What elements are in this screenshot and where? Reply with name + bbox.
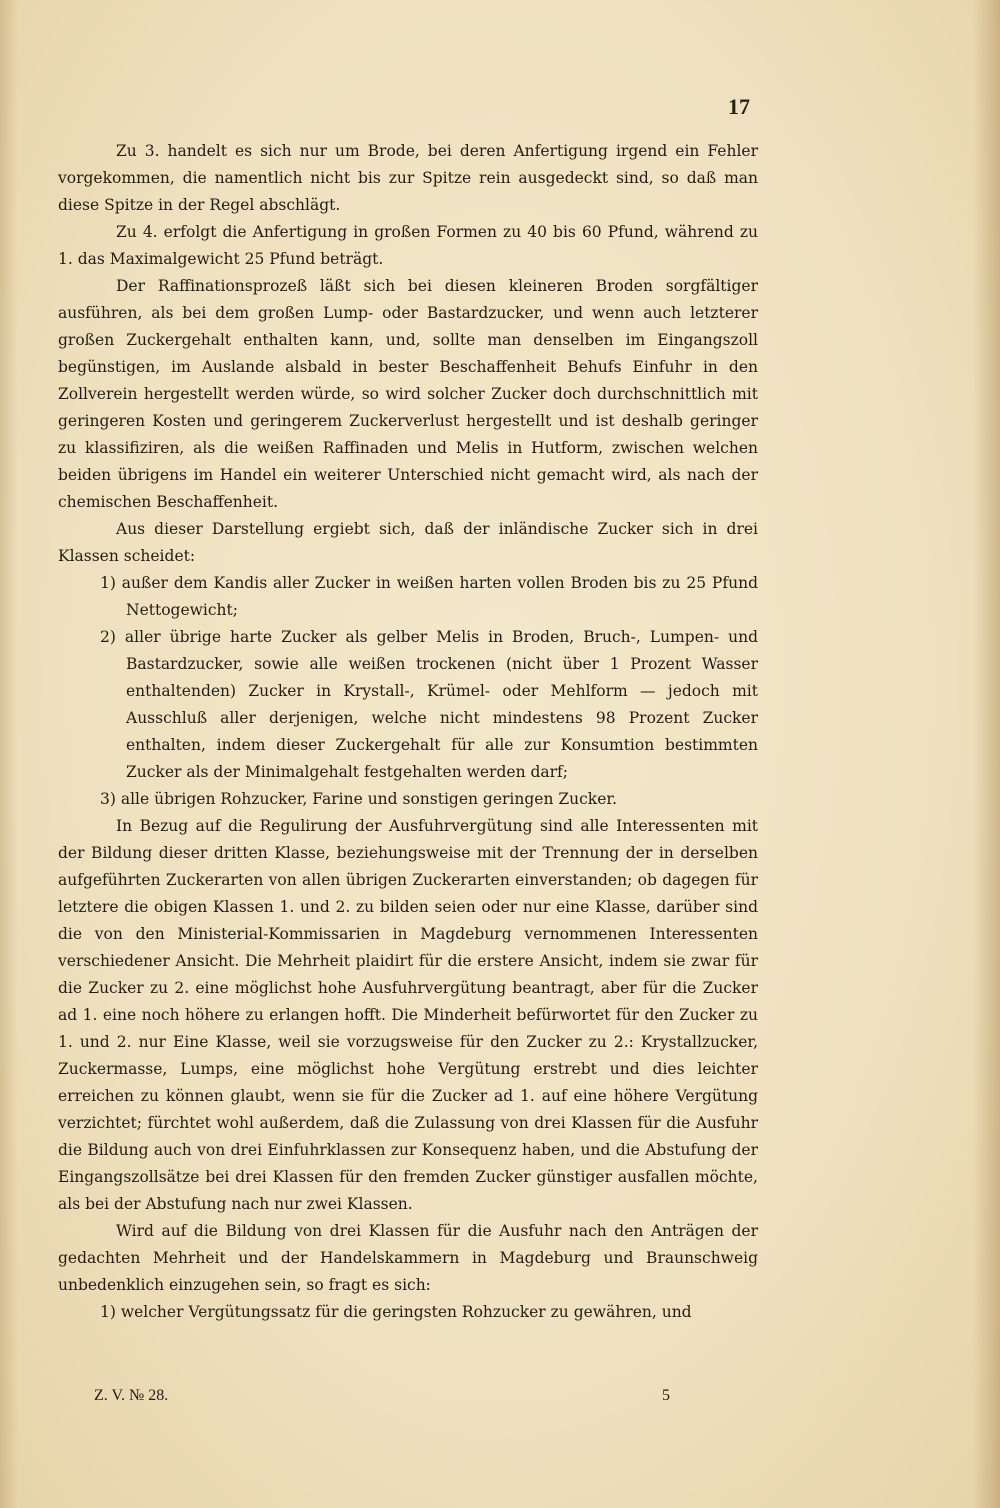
paragraph: Aus dieser Darstellung ergiebt sich, daß der inländische Zucker sich in drei Klassen scheidet:: [58, 520, 758, 565]
page-edge-left: [0, 0, 18, 1508]
paragraph: Zu 3. handelt es sich nur um Brode, bei deren Anfertigung irgend ein Fehler vorgekommen, die namentlich nicht bis zur Spitze rein ausgedeckt sind, so daß man diese Spitze in der Regel abschlägt.: [58, 142, 758, 214]
paragraph: Wird auf die Bildung von drei Klassen für die Ausfuhr nach den Anträgen der gedachten Mehrheit und der Handelskammern in Magdeburg und Braunschweig unbedenklich einzugehen sein, so fragt es sich:: [58, 1222, 758, 1294]
list-item: 2) aller übrige harte Zucker als gelber Melis in Broden, Bruch-, Lumpen- und Bastardzucker, sowie alle weißen trockenen (nicht über 1 Prozent Wasser enthaltenden) Zucker in Krystall-, Krümel- oder Mehlform — jedoch mit Ausschluß aller derjenigen, welche nicht mindestens 98 Prozent Zucker enthalten, indem dieser Zuckergehalt für alle zur Konsumtion bestimmten Zucker als der Minimalgehalt festgehalten werden darf;: [100, 628, 758, 781]
list-item: 3) alle übrigen Rohzucker, Farine und sonstigen geringen Zucker.: [100, 790, 618, 808]
sheet-number: 5: [662, 1387, 670, 1404]
signature-mark: Z. V. № 28.: [94, 1387, 169, 1404]
list-item: 1) welcher Vergütungssatz für die geringsten Rohzucker zu gewähren, und: [100, 1303, 692, 1321]
page-edge-right: [972, 0, 1000, 1508]
body-text: [58, 138, 758, 1326]
paragraph: In Bezug auf die Regulirung der Ausfuhrvergütung sind alle Interessenten mit der Bildung dieser dritten Klasse, beziehungsweise mit der Trennung der in derselben aufgeführten Zuckerarten von allen übrigen Zuckerarten einverstanden; ob dagegen für letztere die obigen Klassen 1. und 2. zu bilden seien oder nur eine Klasse, darüber sind die von den Ministerial-Kommissarien in Magdeburg vernommenen Interessenten verschiedener Ansicht. Die Mehrheit plaidirt für die erstere Ansicht, indem sie zwar für die Zucker zu 2. eine möglichst hohe Ausfuhrvergütung beantragt, aber für die Zucker ad 1. eine noch höhere zu erlangen hofft. Die Minderheit befürwortet für den Zucker zu 1. und 2. nur Eine Klasse, weil sie vorzugsweise für den Zucker zu 2.: Krystallzucker, Zuckermasse, Lumps, eine möglichst hohe Vergütung erstrebt und dies leichter erreichen zu können glaubt, wenn sie für die Zucker ad 1. auf eine höhere Vergütung verzichtet; fürchtet wohl außerdem, daß die Zulassung von drei Klassen für die Ausfuhr die Bildung auch von drei Einfuhrklassen zur Konsequenz haben, und die Abstufung der Eingangszollsätze bei drei Klassen für den fremden Zucker günstiger ausfallen möchte, als bei der Abstufung nach nur zwei Klassen.: [58, 817, 758, 1213]
list-item: 1) außer dem Kandis aller Zucker in weißen harten vollen Broden bis zu 25 Pfund Nettogewicht;: [100, 574, 758, 619]
page-number: 17: [728, 94, 750, 119]
paragraph: Der Raffinationsprozeß läßt sich bei diesen kleineren Broden sorgfältiger ausführen, als bei dem großen Lump- oder Bastardzucker, und wenn auch letzterer großen Zuckergehalt enthalten kann, und, sollte man denselben im Eingangszoll begünstigen, im Auslande alsbald in bester Beschaffenheit Behufs Einfuhr in den Zollverein hergestellt werden würde, so wird solcher Zucker doch durchschnittlich mit geringeren Kosten und geringerem Zuckerverlust hergestellt und ist deshalb geringer zu klassifiziren, als die weißen Raffinaden und Melis in Hutform, zwischen welchen beiden übrigens im Handel ein weiterer Unterschied nicht gemacht wird, als nach der chemischen Beschaffenheit.: [58, 277, 758, 511]
paragraph: Zu 4. erfolgt die Anfertigung in großen Formen zu 40 bis 60 Pfund, während zu 1. das Maximalgewicht 25 Pfund beträgt.: [58, 223, 758, 268]
